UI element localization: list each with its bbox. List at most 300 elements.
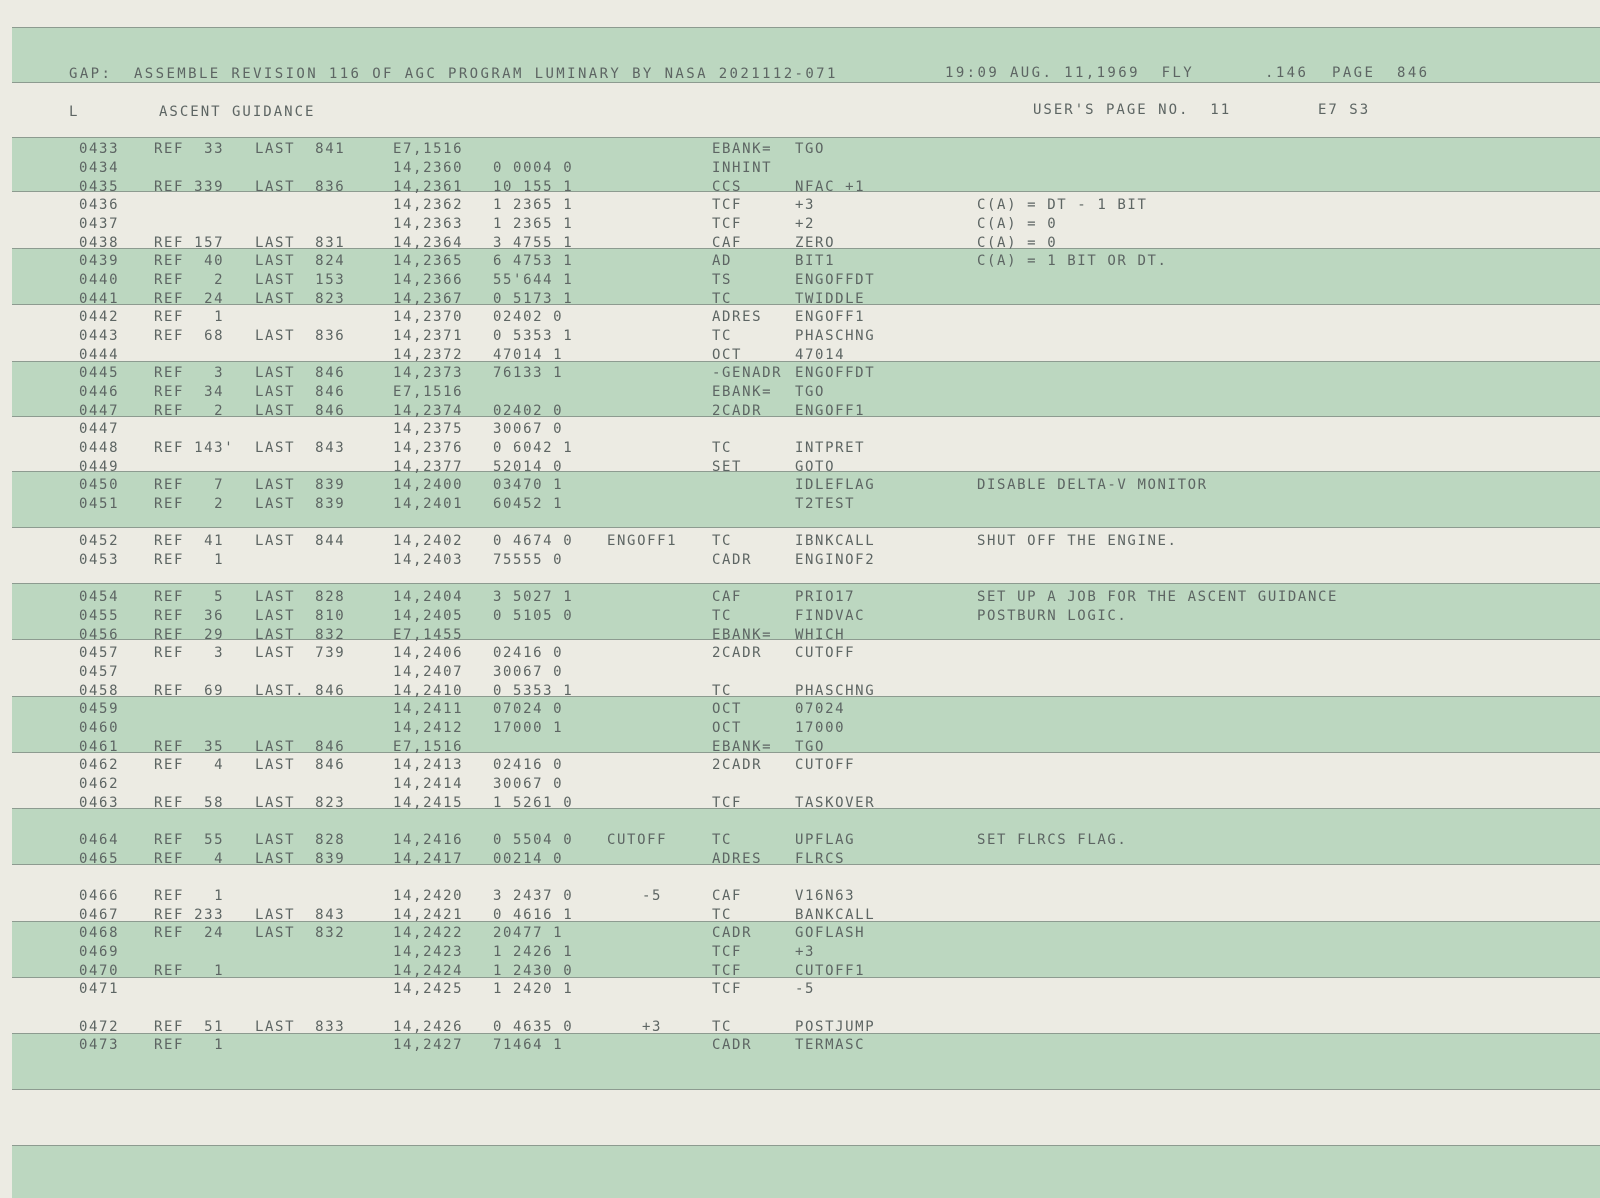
listing-row (0, 756, 1600, 775)
run-number: .146 (1265, 65, 1309, 81)
line-number: 0446 (79, 384, 120, 400)
listing-row (0, 140, 1600, 159)
ref-count: REF 4 (154, 851, 225, 867)
listing-row (0, 719, 1600, 738)
opcode: OCT (712, 720, 743, 736)
address: 14,2414 (393, 776, 464, 792)
last-ref: LAST 739 (255, 645, 346, 661)
opcode: TC (712, 291, 733, 307)
last-ref: LAST 846 (255, 403, 346, 419)
last-ref: LAST 846 (255, 365, 346, 381)
ref-count: REF 4 (154, 757, 225, 773)
line-number: 0453 (79, 552, 120, 568)
octal-word: 1 2426 1 (493, 944, 574, 960)
ref-count: REF 233 (154, 907, 225, 923)
listing-row (0, 607, 1600, 626)
ref-count: REF 24 (154, 291, 225, 307)
operand: TASKOVER (795, 795, 876, 811)
ref-count: REF 3 (154, 365, 225, 381)
operand: T2TEST (795, 496, 856, 512)
address: 14,2362 (393, 197, 464, 213)
line-number: 0448 (79, 440, 120, 456)
ref-count: REF 1 (154, 309, 225, 325)
last-ref: LAST 823 (255, 291, 346, 307)
address: 14,2375 (393, 421, 464, 437)
opcode: CADR (712, 1037, 753, 1053)
listing-row (0, 364, 1600, 383)
opcode: TCF (712, 981, 743, 997)
opcode: EBANK= (712, 141, 773, 157)
octal-word: 0 6042 1 (493, 440, 574, 456)
line-number: 0468 (79, 925, 120, 941)
octal-word: 30067 0 (493, 776, 564, 792)
last-ref: LAST 810 (255, 608, 346, 624)
ref-count: REF 1 (154, 888, 225, 904)
listing-row (0, 402, 1600, 421)
address: 14,2363 (393, 216, 464, 232)
listing-row (0, 980, 1600, 999)
band-rule (12, 27, 1600, 28)
operand: V16N63 (795, 888, 856, 904)
operand: 17000 (795, 720, 846, 736)
listing-row (0, 234, 1600, 253)
line-number: 0466 (79, 888, 120, 904)
line-number: 0444 (79, 347, 120, 363)
operand: CUTOFF (795, 757, 856, 773)
operand: 07024 (795, 701, 846, 717)
ref-count: REF 2 (154, 496, 225, 512)
operand: PHASCHNG (795, 328, 876, 344)
line-number: 0457 (79, 645, 120, 661)
band-rule (12, 82, 1600, 83)
octal-word: 52014 0 (493, 459, 564, 475)
ref-count: REF 2 (154, 272, 225, 288)
listing-row (0, 551, 1600, 570)
comment: DISABLE DELTA-V MONITOR (977, 477, 1208, 493)
last-ref: LAST 153 (255, 272, 346, 288)
opcode: CCS (712, 179, 743, 195)
listing-row (0, 476, 1600, 495)
address: 14,2417 (393, 851, 464, 867)
last-ref: LAST. 846 (255, 683, 346, 699)
opcode: INHINT (712, 160, 773, 176)
octal-word: 1 2430 0 (493, 963, 574, 979)
address: 14,2420 (393, 888, 464, 904)
operand: +3 (795, 197, 816, 213)
line-number: 0465 (79, 851, 120, 867)
listing-row (0, 532, 1600, 551)
listing-row (0, 420, 1600, 439)
octal-word: 75555 0 (493, 552, 564, 568)
last-ref: LAST 833 (255, 1019, 346, 1035)
operand: PRIO17 (795, 589, 856, 605)
octal-word: 0 5105 0 (493, 608, 574, 624)
address: 14,2370 (393, 309, 464, 325)
address: 14,2421 (393, 907, 464, 923)
address: E7,1516 (393, 739, 464, 755)
opcode: TC (712, 533, 733, 549)
opcode: TS (712, 272, 733, 288)
listing-row (0, 439, 1600, 458)
line-number: 0449 (79, 459, 120, 475)
ref-count: REF 3 (154, 645, 225, 661)
line-number: 0471 (79, 981, 120, 997)
octal-word: 02402 0 (493, 309, 564, 325)
last-ref: LAST 823 (255, 795, 346, 811)
address: 14,2427 (393, 1037, 464, 1053)
octal-word: 03470 1 (493, 477, 564, 493)
line-number: 0438 (79, 235, 120, 251)
operand: IDLEFLAG (795, 477, 876, 493)
opcode: TCF (712, 197, 743, 213)
octal-word: 02416 0 (493, 645, 564, 661)
listing-row (0, 346, 1600, 365)
octal-word: 1 2365 1 (493, 216, 574, 232)
operand: -5 (795, 981, 816, 997)
listing-row (0, 327, 1600, 346)
operand: GOTO (795, 459, 836, 475)
address: 14,2405 (393, 608, 464, 624)
opcode: ADRES (712, 309, 763, 325)
opcode: OCT (712, 347, 743, 363)
line-number: 0472 (79, 1019, 120, 1035)
band-rule (12, 137, 1600, 138)
listing-row (0, 159, 1600, 178)
address: 14,2422 (393, 925, 464, 941)
line-number: 0457 (79, 664, 120, 680)
address: E7,1455 (393, 627, 464, 643)
opcode: TC (712, 608, 733, 624)
opcode: EBANK= (712, 627, 773, 643)
last-ref: LAST 824 (255, 253, 346, 269)
address: 14,2403 (393, 552, 464, 568)
octal-word: 02402 0 (493, 403, 564, 419)
opcode: -GENADR (712, 365, 783, 381)
last-ref: LAST 832 (255, 925, 346, 941)
opcode: TC (712, 907, 733, 923)
ref-count: REF 33 (154, 141, 225, 157)
opcode: AD (712, 253, 733, 269)
address: 14,2410 (393, 683, 464, 699)
symbol-label: ENGOFF1 (607, 533, 678, 549)
operand: ENGOFF1 (795, 403, 866, 419)
last-ref: LAST 836 (255, 328, 346, 344)
octal-word: 0 0004 0 (493, 160, 574, 176)
page-number: 846 (1397, 65, 1430, 81)
address: 14,2366 (393, 272, 464, 288)
octal-word: 07024 0 (493, 701, 564, 717)
address: 14,2424 (393, 963, 464, 979)
octal-word: 0 5353 1 (493, 328, 574, 344)
line-number: 0459 (79, 701, 120, 717)
operand: +2 (795, 216, 816, 232)
operand: TGO (795, 739, 826, 755)
address: E7,1516 (393, 384, 464, 400)
address: 14,2406 (393, 645, 464, 661)
line-number: 0445 (79, 365, 120, 381)
line-number: 0434 (79, 160, 120, 176)
opcode: 2CADR (712, 645, 763, 661)
last-ref: LAST 836 (255, 179, 346, 195)
users-page-number: USER'S PAGE NO. 11 (1033, 102, 1232, 118)
address: 14,2361 (393, 179, 464, 195)
last-ref: LAST 839 (255, 477, 346, 493)
opcode: ADRES (712, 851, 763, 867)
line-number: 0440 (79, 272, 120, 288)
listing-row (0, 906, 1600, 925)
listing-row (0, 962, 1600, 981)
line-number: 0437 (79, 216, 120, 232)
listing-row (0, 700, 1600, 719)
octal-word: 55'644 1 (493, 272, 574, 288)
ref-count: REF 24 (154, 925, 225, 941)
last-ref: LAST 832 (255, 627, 346, 643)
opcode: TC (712, 328, 733, 344)
line-number: 0461 (79, 739, 120, 755)
operand: ENGOFFDT (795, 272, 876, 288)
listing-row (0, 1018, 1600, 1037)
ref-count: REF 40 (154, 253, 225, 269)
address: 14,2373 (393, 365, 464, 381)
listing-row (0, 1036, 1600, 1055)
ref-count: REF 51 (154, 1019, 225, 1035)
octal-word: 3 2437 0 (493, 888, 574, 904)
comment: SHUT OFF THE ENGINE. (977, 533, 1178, 549)
opcode: EBANK= (712, 384, 773, 400)
address: 14,2407 (393, 664, 464, 680)
ref-count: REF 143' (154, 440, 235, 456)
last-ref: LAST 839 (255, 851, 346, 867)
opcode: TCF (712, 944, 743, 960)
listing-row (0, 495, 1600, 514)
address: 14,2364 (393, 235, 464, 251)
last-ref: LAST 846 (255, 739, 346, 755)
symbol-label: CUTOFF (607, 832, 668, 848)
octal-word: 1 2365 1 (493, 197, 574, 213)
line-number: 0458 (79, 683, 120, 699)
comment: POSTBURN LOGIC. (977, 608, 1128, 624)
listing-row (0, 252, 1600, 271)
address: 14,2402 (393, 533, 464, 549)
listing-row (0, 682, 1600, 701)
ref-count: REF 7 (154, 477, 225, 493)
listing-row (0, 215, 1600, 234)
symbol-label: +3 (642, 1019, 663, 1035)
line-number: 0469 (79, 944, 120, 960)
listing-row (0, 383, 1600, 402)
line-number: 0451 (79, 496, 120, 512)
operand: GOFLASH (795, 925, 866, 941)
line-number: 0439 (79, 253, 120, 269)
octal-word: 17000 1 (493, 720, 564, 736)
operand: TWIDDLE (795, 291, 866, 307)
address: 14,2377 (393, 459, 464, 475)
comment: SET FLRCS FLAG. (977, 832, 1128, 848)
address: 14,2371 (393, 328, 464, 344)
address: E7,1516 (393, 141, 464, 157)
operand: CUTOFF1 (795, 963, 866, 979)
opcode: CADR (712, 925, 753, 941)
address: 14,2372 (393, 347, 464, 363)
line-number: 0441 (79, 291, 120, 307)
listing-row (0, 178, 1600, 197)
octal-word: 02416 0 (493, 757, 564, 773)
line-number: 0467 (79, 907, 120, 923)
band-rule (12, 1089, 1600, 1090)
last-ref: LAST 841 (255, 141, 346, 157)
address: 14,2426 (393, 1019, 464, 1035)
listing-row (0, 738, 1600, 757)
ref-count: REF 1 (154, 1037, 225, 1053)
octal-word: 76133 1 (493, 365, 564, 381)
octal-word: 0 5173 1 (493, 291, 574, 307)
section-title: ASCENT GUIDANCE (159, 104, 316, 120)
comment: C(A) = 1 BIT OR DT. (977, 253, 1168, 269)
ref-count: REF 339 (154, 179, 225, 195)
address: 14,2423 (393, 944, 464, 960)
line-number: 0464 (79, 832, 120, 848)
listing-row (0, 290, 1600, 309)
operand: INTPRET (795, 440, 866, 456)
listing-row (0, 943, 1600, 962)
ref-count: REF 41 (154, 533, 225, 549)
octal-word: 71464 1 (493, 1037, 564, 1053)
listing-row (0, 663, 1600, 682)
sheet-id: E7 S3 (1318, 102, 1371, 118)
opcode: OCT (712, 701, 743, 717)
octal-word: 0 5353 1 (493, 683, 574, 699)
opcode: TCF (712, 216, 743, 232)
octal-word: 30067 0 (493, 421, 564, 437)
listing-row (0, 850, 1600, 869)
octal-word: 00214 0 (493, 851, 564, 867)
ref-count: REF 55 (154, 832, 225, 848)
opcode: TC (712, 440, 733, 456)
page-label: PAGE (1332, 65, 1376, 81)
address: 14,2367 (393, 291, 464, 307)
ref-count: REF 36 (154, 608, 225, 624)
address: 14,2411 (393, 701, 464, 717)
listing-row (0, 794, 1600, 813)
line-number: 0436 (79, 197, 120, 213)
listing-mark: L (69, 104, 80, 120)
address: 14,2412 (393, 720, 464, 736)
line-number: 0462 (79, 776, 120, 792)
operand: TGO (795, 384, 826, 400)
listing-row (0, 308, 1600, 327)
listing-row (0, 588, 1600, 607)
octal-word: 0 5504 0 (493, 832, 574, 848)
opcode: TCF (712, 963, 743, 979)
ref-count: REF 68 (154, 328, 225, 344)
last-ref: LAST 828 (255, 589, 346, 605)
listing-row (0, 924, 1600, 943)
octal-word: 1 2420 1 (493, 981, 574, 997)
line-number: 0447 (79, 403, 120, 419)
address: 14,2415 (393, 795, 464, 811)
last-ref: LAST 843 (255, 440, 346, 456)
line-number: 0473 (79, 1037, 120, 1053)
ref-count: REF 2 (154, 403, 225, 419)
operand: 47014 (795, 347, 846, 363)
listing-row (0, 196, 1600, 215)
operand: BIT1 (795, 253, 836, 269)
opcode: CAF (712, 888, 743, 904)
last-ref: LAST 831 (255, 235, 346, 251)
address: 14,2374 (393, 403, 464, 419)
ref-count: REF 35 (154, 739, 225, 755)
ref-count: REF 1 (154, 552, 225, 568)
address: 14,2365 (393, 253, 464, 269)
line-number: 0443 (79, 328, 120, 344)
address: 14,2400 (393, 477, 464, 493)
octal-word: 6 4753 1 (493, 253, 574, 269)
comment: C(A) = 0 (977, 235, 1058, 251)
operand: FLRCS (795, 851, 846, 867)
comment: SET UP A JOB FOR THE ASCENT GUIDANCE (977, 589, 1339, 605)
opcode: SET (712, 459, 743, 475)
operand: WHICH (795, 627, 846, 643)
band-rule (12, 527, 1600, 528)
octal-word: 0 4635 0 (493, 1019, 574, 1035)
last-ref: LAST 839 (255, 496, 346, 512)
line-number: 0454 (79, 589, 120, 605)
listing-row (0, 626, 1600, 645)
opcode: TCF (712, 795, 743, 811)
operand: ZERO (795, 235, 836, 251)
opcode: 2CADR (712, 403, 763, 419)
last-ref: LAST 846 (255, 757, 346, 773)
last-ref: LAST 843 (255, 907, 346, 923)
opcode: TC (712, 683, 733, 699)
opcode: TC (712, 1019, 733, 1035)
address: 14,2413 (393, 757, 464, 773)
operand: +3 (795, 944, 816, 960)
address: 14,2416 (393, 832, 464, 848)
ref-count: REF 58 (154, 795, 225, 811)
octal-word: 3 4755 1 (493, 235, 574, 251)
line-number: 0450 (79, 477, 120, 493)
ref-count: REF 34 (154, 384, 225, 400)
operand: NFAC +1 (795, 179, 866, 195)
octal-word: 30067 0 (493, 664, 564, 680)
comment: C(A) = 0 (977, 216, 1058, 232)
ref-count: REF 69 (154, 683, 225, 699)
address: 14,2401 (393, 496, 464, 512)
assembly-title: GAP: ASSEMBLE REVISION 116 OF AGC PROGRAM LUMINARY BY NASA 2021112-071 (69, 66, 838, 82)
operand: PHASCHNG (795, 683, 876, 699)
operand: TERMASC (795, 1037, 866, 1053)
operand: POSTJUMP (795, 1019, 876, 1035)
paper-band (12, 1145, 1600, 1198)
operand: ENGINOF2 (795, 552, 876, 568)
listing-row (0, 271, 1600, 290)
line-number: 0462 (79, 757, 120, 773)
line-number: 0447 (79, 421, 120, 437)
ref-count: REF 29 (154, 627, 225, 643)
line-number: 0435 (79, 179, 120, 195)
operand: IBNKCALL (795, 533, 876, 549)
last-ref: LAST 844 (255, 533, 346, 549)
opcode: TC (712, 832, 733, 848)
operand: UPFLAG (795, 832, 856, 848)
line-number: 0460 (79, 720, 120, 736)
octal-word: 10 155 1 (493, 179, 574, 195)
octal-word: 60452 1 (493, 496, 564, 512)
octal-word: 0 4674 0 (493, 533, 574, 549)
line-number: 0470 (79, 963, 120, 979)
line-number: 0433 (79, 141, 120, 157)
